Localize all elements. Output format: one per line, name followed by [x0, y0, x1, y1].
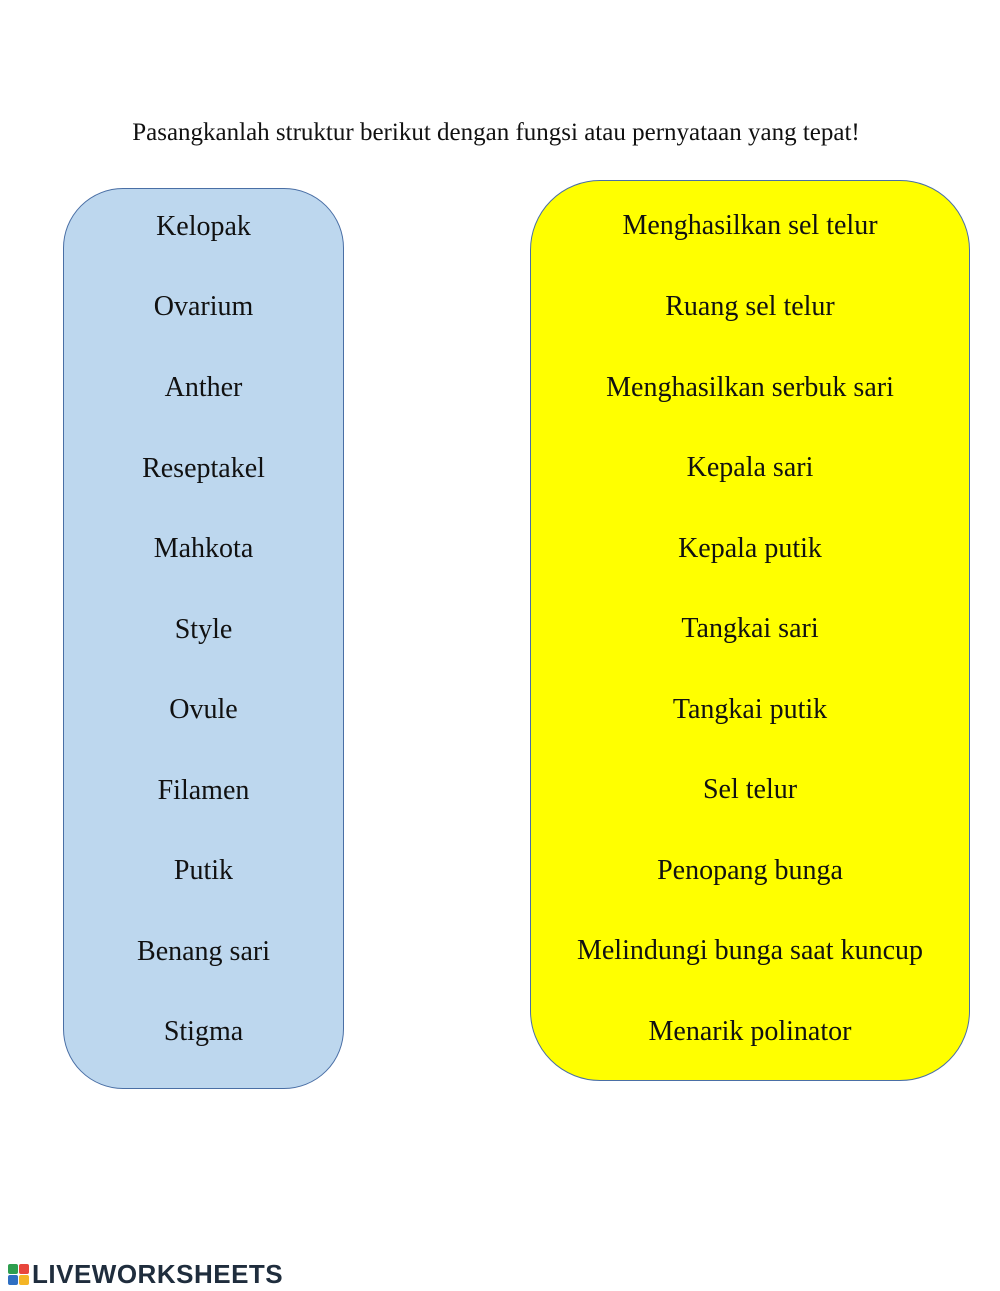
functions-box	[530, 180, 970, 1081]
function-item: Menghasilkan serbuk sari	[606, 372, 894, 403]
instruction-text: Pasangkanlah struktur berikut dengan fungsi atau pernyataan yang tepat!	[132, 119, 860, 146]
structure-item: Kelopak	[156, 211, 251, 242]
logo-text: LIVEWORKSHEETS	[32, 1258, 284, 1289]
structure-item: Mahkota	[153, 533, 254, 564]
function-item: Kepala putik	[678, 533, 822, 564]
structure-item: Benang sari	[137, 936, 270, 967]
structure-item: Ovarium	[153, 291, 254, 322]
function-item: Kepala sari	[686, 452, 814, 483]
structure-item: Ovule	[169, 694, 238, 725]
function-item: Menghasilkan sel telur	[622, 210, 878, 241]
structure-item: Putik	[173, 855, 234, 886]
structure-item: Anther	[164, 372, 243, 403]
function-item: Tangkai putik	[672, 694, 828, 725]
function-item: Melindungi bunga saat kuncup	[576, 935, 924, 966]
structure-item: Reseptakel	[142, 453, 265, 484]
structure-item: Stigma	[163, 1016, 244, 1047]
liveworksheets-logo	[8, 1258, 283, 1290]
structures-box	[63, 188, 344, 1089]
function-item: Penopang bunga	[657, 855, 843, 886]
function-item: Sel telur	[702, 774, 798, 805]
liveworksheets-logo-icon	[8, 1264, 29, 1285]
function-item: Ruang sel telur	[665, 291, 835, 322]
structure-item: Style	[174, 614, 233, 645]
function-item: Tangkai sari	[681, 613, 819, 644]
function-item: Menarik polinator	[648, 1016, 852, 1047]
structure-item: Filamen	[157, 775, 250, 806]
